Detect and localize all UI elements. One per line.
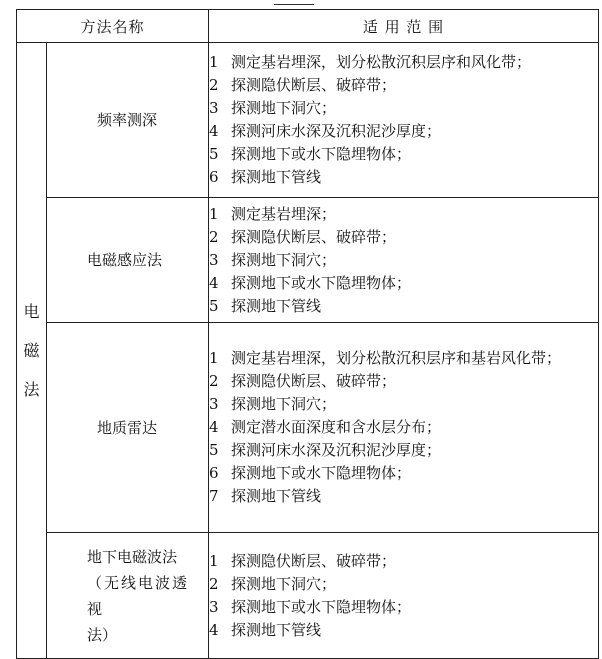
method-name-cell	[47, 323, 209, 533]
table-row	[17, 43, 599, 198]
methods-table	[16, 9, 599, 659]
list-item: 7 探测地下管线	[209, 487, 322, 505]
list-item: 3 探测地下或水下隐埋物体；	[209, 597, 412, 616]
list-item: 4 探测地下或水下隐埋物体；	[209, 273, 412, 292]
scope-cell	[209, 198, 599, 323]
list-item: 5 探测河床水深及沉积泥沙厚度；	[209, 441, 442, 459]
header-method: 方法名称	[17, 10, 209, 43]
list-item: 3 探测地下洞穴；	[209, 395, 337, 413]
method-name-line: 地下电磁波法	[87, 547, 178, 566]
list-item: 3 探测地下洞穴；	[209, 250, 337, 269]
method-name-cell	[47, 533, 209, 659]
scope-cell	[209, 43, 599, 198]
scope-cell	[209, 323, 599, 533]
method-name-cell	[47, 198, 209, 323]
list-item: 5 探测地下管线	[209, 296, 322, 315]
method-name-line: 法）	[87, 625, 118, 644]
list-item: 2 探测隐伏断层、破碎带；	[209, 76, 397, 94]
category-char: 法	[23, 379, 40, 399]
list-item: 1 测定基岩埋深，划分松散沉积层序和风化带；	[209, 53, 532, 71]
list-item: 6 探测地下管线	[209, 168, 322, 186]
header-row	[17, 10, 599, 43]
list-item: 4 探测地下管线	[209, 620, 322, 639]
table-row	[17, 533, 599, 659]
method-name: 地质雷达	[97, 418, 158, 437]
list-item: 4 测定潜水面深度和含水层分布；	[209, 418, 442, 436]
method-name: 电磁感应法	[87, 251, 163, 269]
list-item: 4 探测河床水深及沉积泥沙厚度；	[209, 122, 442, 140]
scope-cell	[209, 533, 599, 659]
list-item: 2 探测地下洞穴；	[209, 574, 337, 593]
method-name: 频率测深	[97, 111, 158, 129]
list-item: 1 探测隐伏断层、破碎带；	[209, 551, 397, 570]
method-name-cell	[47, 43, 209, 198]
category-char: 磁	[23, 340, 40, 360]
category-char: 电	[23, 301, 40, 321]
list-item: 1 测定基岩埋深，划分松散沉积层序和基岩风化带；	[209, 349, 562, 367]
table-row	[17, 198, 599, 323]
list-item: 2 探测隐伏断层、破碎带；	[209, 227, 397, 246]
table-row	[17, 323, 599, 533]
list-item: 1 测定基岩埋深；	[209, 204, 337, 223]
category-cell	[17, 43, 47, 659]
method-name-line: （无线电波透视	[87, 573, 190, 618]
table-caption-stub	[274, 0, 314, 5]
list-item: 3 探测地下洞穴；	[209, 99, 337, 117]
header-scope: 适 用 范 围	[209, 10, 599, 43]
list-item: 6 探测地下或水下隐埋物体；	[209, 464, 412, 482]
list-item: 5 探测地下或水下隐埋物体；	[209, 145, 412, 163]
method-name	[47, 544, 208, 648]
list-item: 2 探测隐伏断层、破碎带；	[209, 372, 397, 390]
